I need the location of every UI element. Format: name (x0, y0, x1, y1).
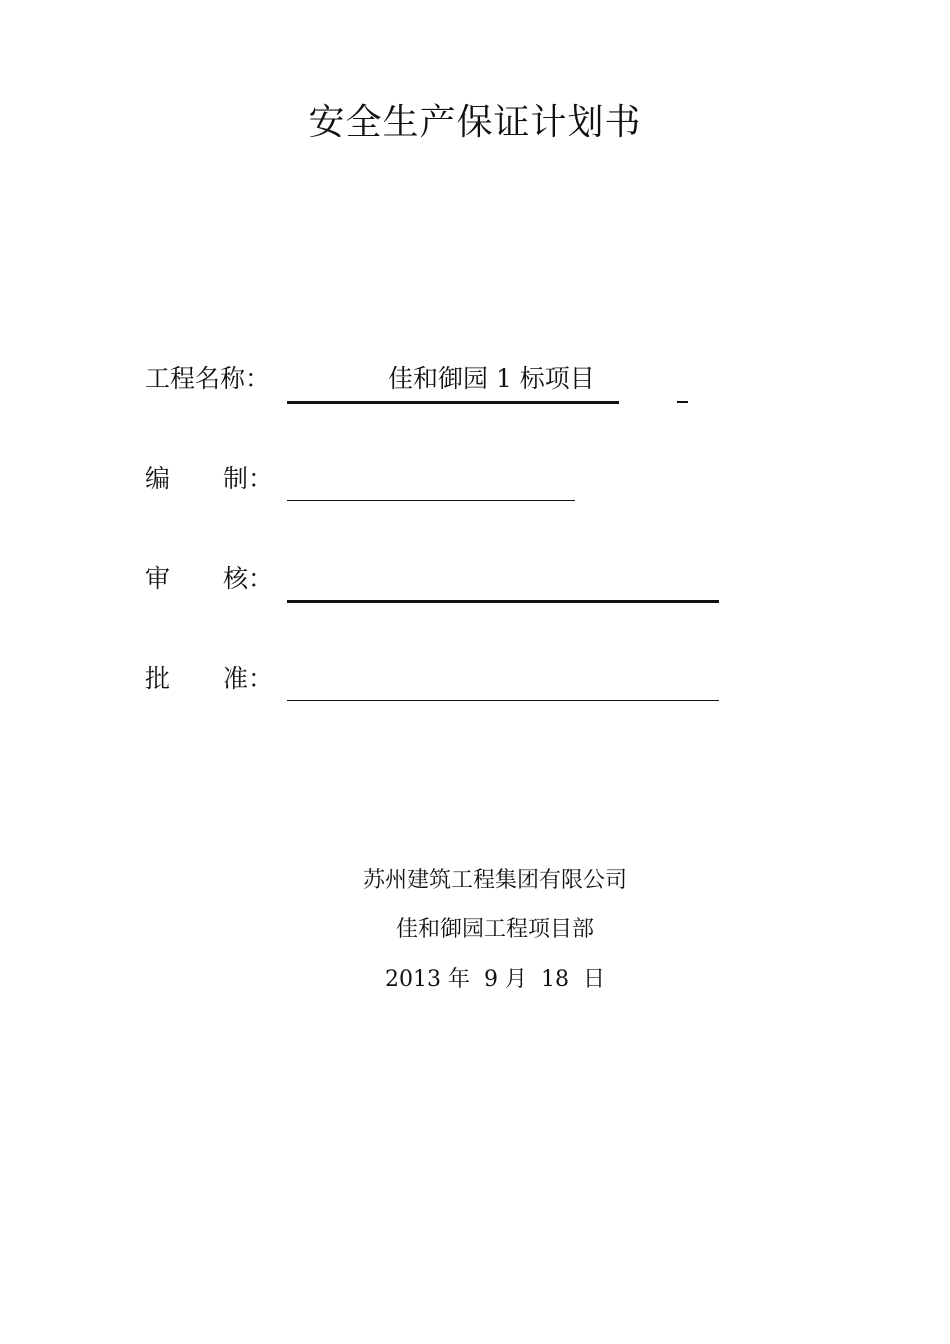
compiled-by-label-char2: 制： (222, 464, 273, 493)
compiled-by-label (145, 462, 273, 496)
project-name-underline (287, 401, 619, 404)
compiled-by-label-char1: 编 (145, 464, 171, 493)
reviewed-by-label (145, 562, 273, 596)
department-name: 佳和御园工程项目部 (395, 917, 594, 942)
reviewed-by-label-char2: 核： (222, 564, 273, 593)
approved-by-underline (287, 700, 719, 701)
document-date: 2013 年 9 月 18 日 (385, 967, 605, 992)
company-name: 苏州建筑工程集团有限公司 (362, 868, 627, 893)
compiled-by-underline (287, 500, 575, 501)
reviewed-by-underline (287, 600, 719, 603)
document-title: 安全生产保证计划书 (308, 102, 642, 143)
reviewed-by-label-char1: 审 (145, 564, 171, 593)
approved-by-label-char2: 准： (222, 664, 273, 693)
stray-mark (677, 401, 688, 403)
project-name-label: 工程名称： (145, 364, 271, 393)
approved-by-label-char1: 批 (145, 664, 171, 693)
project-name-value[interactable]: 佳和御园 1 标项目 (388, 364, 595, 393)
approved-by-label (145, 662, 273, 696)
